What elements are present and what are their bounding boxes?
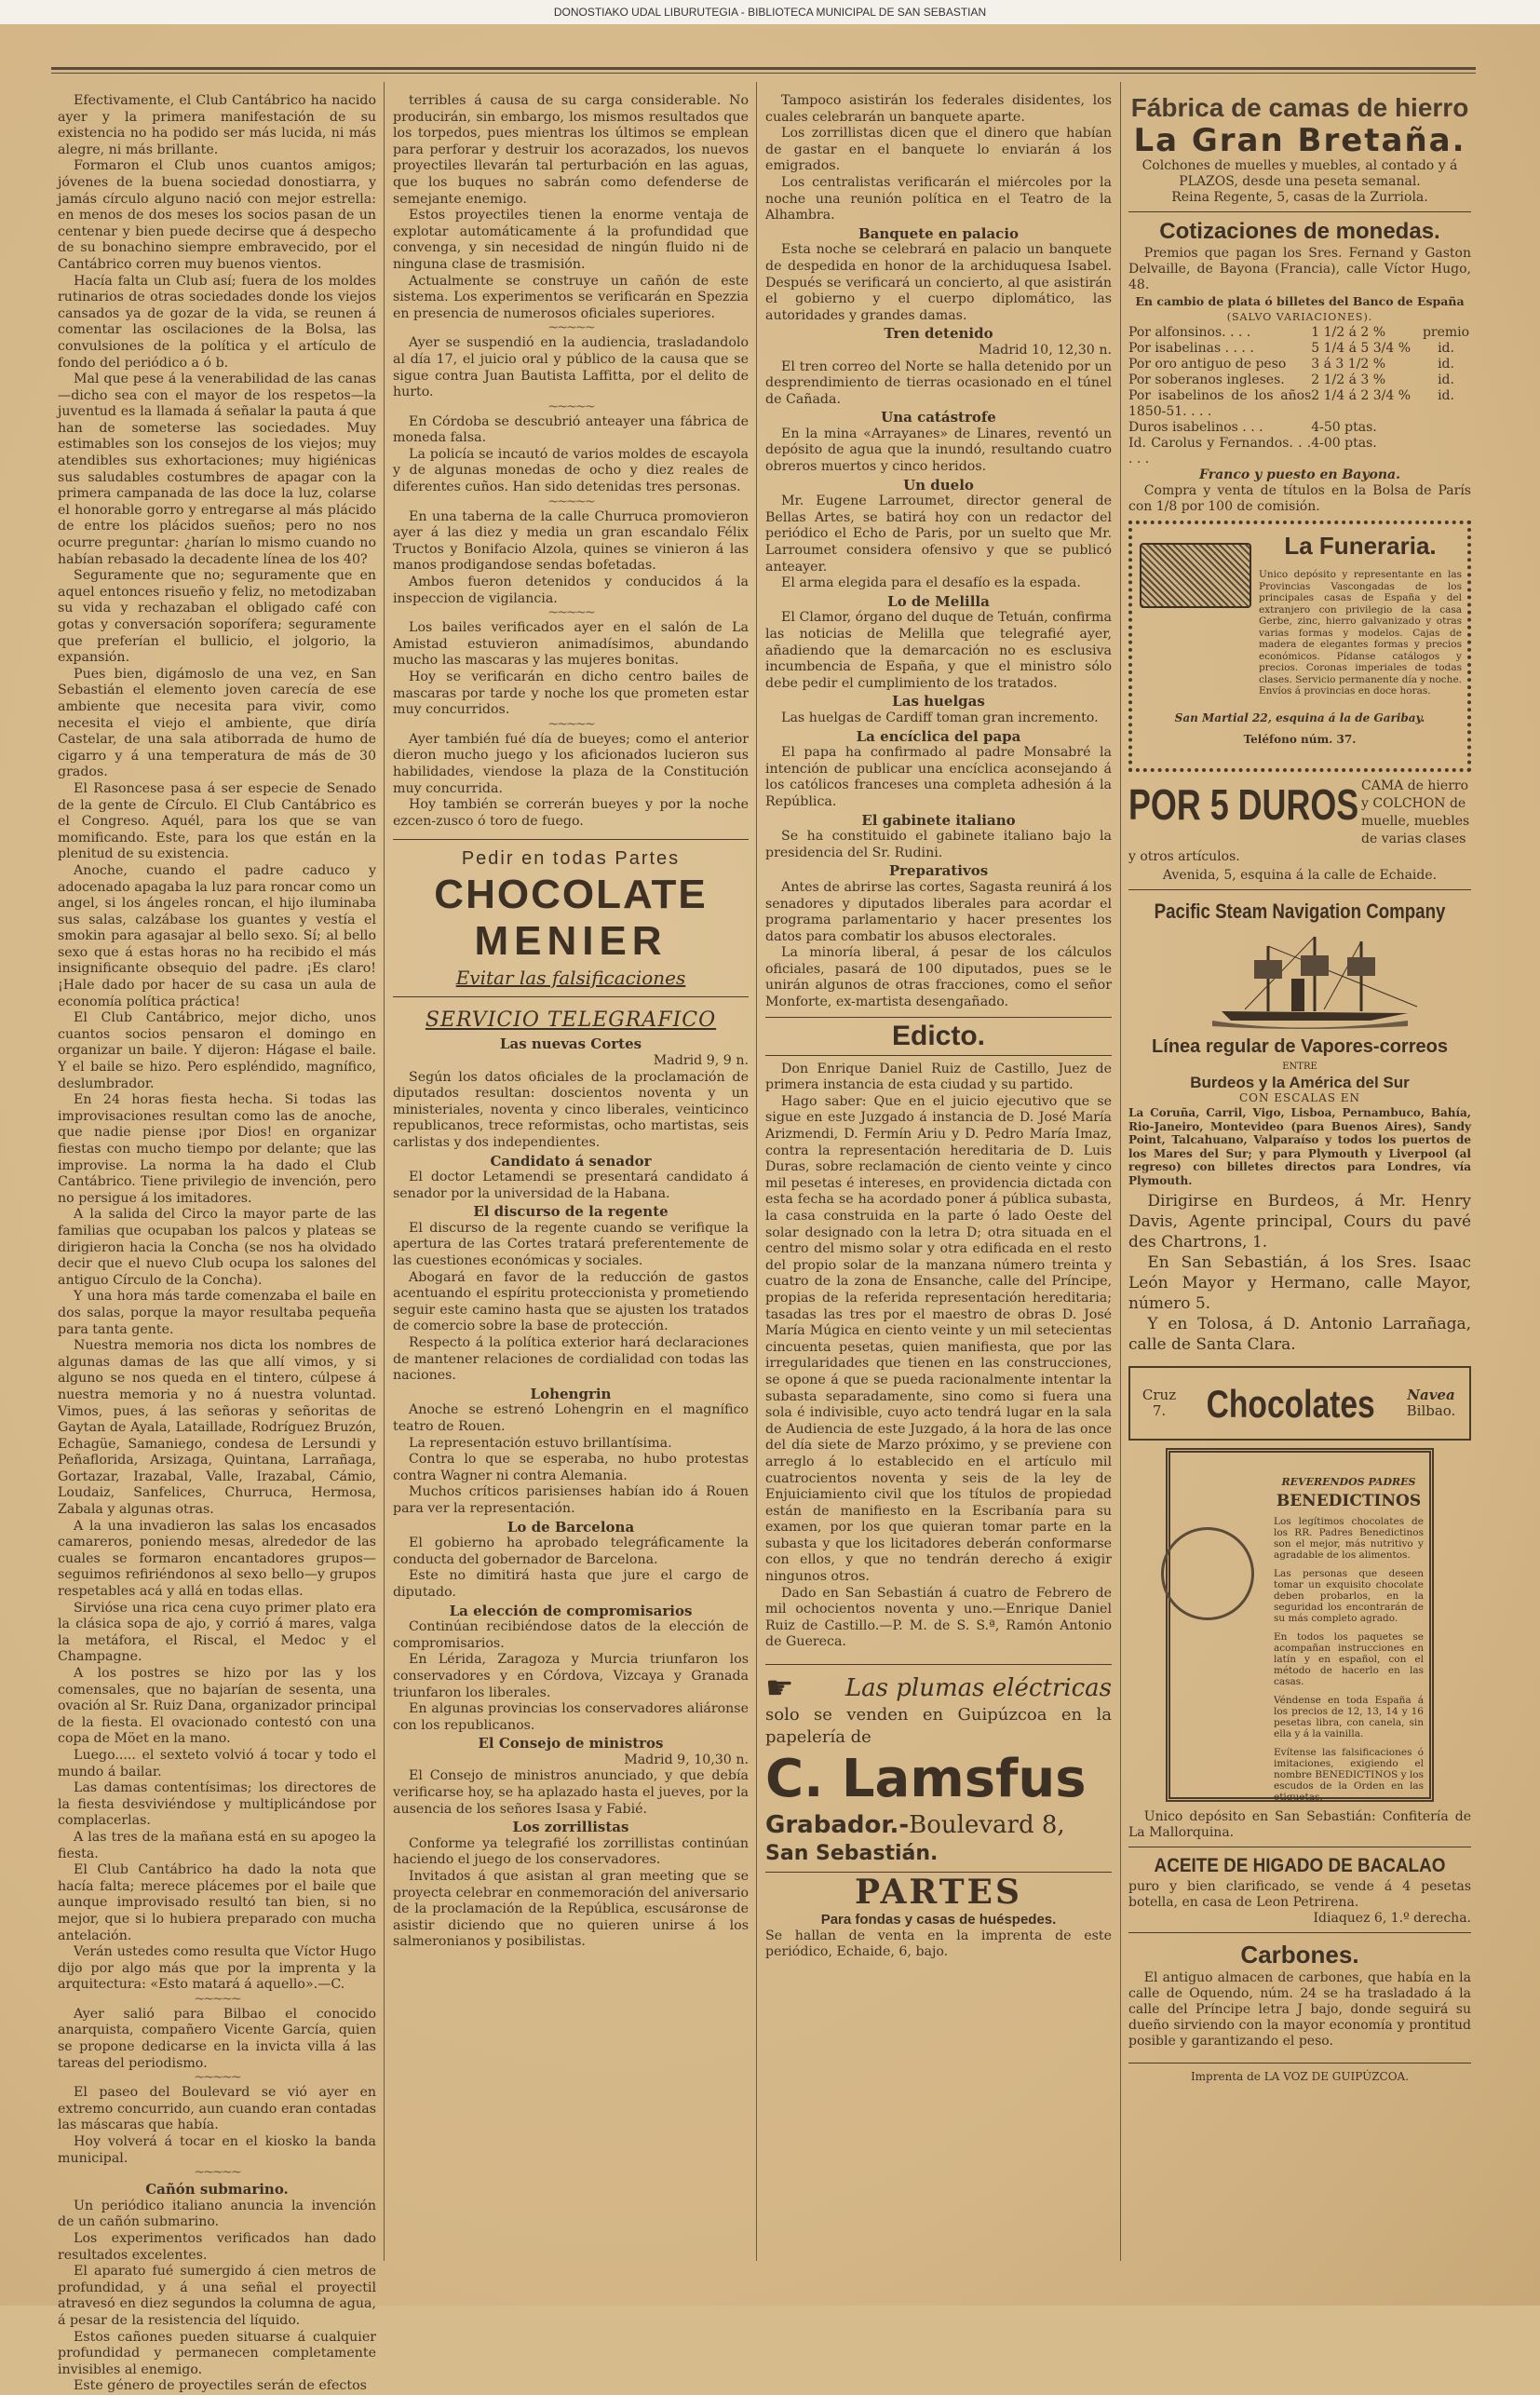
ad-title: ACEITE DE HIGADO DE BACALAO (1154, 1855, 1446, 1876)
article-paragraph: Este no dimitirá hasta que jure el cargo de diputado. (393, 1568, 749, 1600)
ad-camas (1128, 93, 1471, 206)
ad-text: En todos los paquetes se acompañan instrucciones en latín y en español, con el método de hacerlo en las casas. (1274, 1631, 1424, 1687)
article-paragraph: El Clamor, órgano del duque de Tetuán, confirma las noticias de Melilla que telegrafié ayer, añadiendo que la demarcación no es esclusiva incumbencia de España, y que el ministro sólo debe pedir el cumplimiento de los tratados. (765, 610, 1112, 691)
article-paragraph: En algunas provincias los conservadores aliáronse con los republicanos. (393, 1701, 749, 1733)
article-paragraph: Efectivamente, el Club Cantábrico ha nacido ayer y la primera manifestación de su existencia no ha podido ser más lucida, ni más alegre, ni más brillante. (58, 93, 376, 157)
section-heading: Una catástrofe (881, 409, 996, 426)
ad-text: Las personas que deseen tomar un exquisito chocolate deben probarlos, en la seguridad los encontrarán de su más completo agrado. (1274, 1568, 1424, 1624)
article-paragraph: Anoche, cuando el padre caduco y adocenado apagaba la luz para roncar como un angel, si los ángeles roncan, el hijo iluminaba sus salas, calzábase los guantes y vestía el smokin para agasajar al bello sexo. Sí; al bello sexo que á estas horas no ha recibido el más insignificante obsequio del padre. ¡Es claro! ¡Hale dado por hacer de su casa un aula de economía política práctica! (58, 862, 376, 1009)
article-paragraph: El tren correo del Norte se halla detenido por un desprendimiento de tierras ocasionado en el túnel de Cañada. (765, 359, 1112, 407)
article-paragraph: Hacía falta un Club así; fuera de los moldes rutinarios de otras sociedades donde los viejos cansados ya de gozar de la vida, se reunen á comentar las oscilaciones de la Bolsa, las convulsiones de la política y el artículo de fondo del periódico a ó b. (58, 273, 376, 371)
rate-unit: id. (1438, 341, 1454, 356)
ad-lamsfus (765, 1664, 1112, 1961)
article-paragraph: Hoy volverá á tocar en el kiosko la banda municipal. (58, 2134, 376, 2166)
header-rule (51, 67, 1476, 74)
ad-title: Carbones. (1240, 1941, 1359, 1969)
section-heading: Lo de Barcelona (507, 1518, 635, 1536)
article-paragraph: El arma elegida para el desafío es la espada. (781, 575, 1081, 591)
column-divider (1120, 82, 1121, 2261)
ad-text: Boulevard 8, (909, 1811, 1065, 1840)
ornament-divider: ~~~~~ (547, 320, 594, 336)
section-heading: Un duelo (903, 476, 974, 494)
rate-unit: premio (1422, 325, 1470, 340)
ad-address: Idiaquez 6, 1.º derecha. (1313, 1911, 1471, 1926)
rate-value: 2 1/4 á 2 3/4 % (1311, 388, 1412, 403)
column-4-ads (1128, 93, 1471, 2253)
article-paragraph: El Consejo de ministros anunciado, y que debía verificarse hoy, se ha aplazado hasta el jueves, por la ausencia de los señores Isasa y Fabié. (393, 1768, 749, 1817)
ad-title: BENEDICTINOS (1276, 1492, 1422, 1510)
article-paragraph: Muchos críticos parisienses habían ido á Rouen para ver la representación. (393, 1484, 749, 1516)
ornament-divider: ~~~~~ (547, 494, 594, 509)
ad-funeraria (1128, 521, 1471, 772)
ad-text: Véndense en toda España á los precios de 12, 13, 14 y 16 pesetas libra, con canela, sin ella y á la vainilla. (1274, 1695, 1424, 1739)
ad-address (765, 1810, 1112, 1840)
article-paragraph: Pues bien, digámoslo de una vez, en San Sebastián el elemento joven carecía de ese ambiente que necesita para vivir, como necesita el viejo el ambiente, que diría Castelar, de una sala atiborrada de humo de cigarro y á una temperatura de más de 30 grados. (58, 666, 376, 780)
article-paragraph: El Rasoncese pasa á ser especie de Senado de la gente de Círculo. El Club Cantábrico es el Congreso. Aquél, para los que se van momificando. Este, para los que están en la plenitud de su existencia. (58, 780, 376, 862)
edicto-heading: Edicto. (765, 1017, 1112, 1056)
article-paragraph: En 24 horas fiesta hecha. Si todas las improvisaciones resultan como las de anoche, que nadie piense ¡por Dios! en organizar fiestas con mucho tiempo por delante; que las improvise. La norma la ha dado el Club Cantábrico. Tiene privilegio de invención, pero no persigue á los imitadores. (58, 1092, 376, 1206)
ad-text: Se hallan de venta en la imprenta de este periódico, Echaide, 6, bajo. (765, 1928, 1112, 1960)
ad-text: Línea regular de Vapores-correos (1152, 1036, 1448, 1057)
rate-unit: id. (1438, 372, 1454, 387)
rate-row (1128, 372, 1471, 388)
article-paragraph: Respecto á la política exterior hará declaraciones de mantener relaciones de cordialidad con todas las naciones. (393, 1335, 749, 1384)
ad-text: ENTRE (1282, 1062, 1317, 1072)
ad-title: Pacific Steam Navigation Company (1154, 900, 1446, 923)
rate-row (1128, 436, 1471, 467)
rate-unit (1421, 436, 1471, 467)
article-paragraph: Abogará en favor de la reducción de gastos acentuando el espíritu proteccionista y prometiendo seguir este camino hasta que se ajusten los tratados de comercio sobre la base de protección. (393, 1269, 749, 1334)
ad-title: Las plumas eléctricas (844, 1674, 1112, 1703)
article-paragraph: El papa ha confirmado al padre Monsabré la intención de publicar una encíclica aconsejando á los católicos franceses una completa adhesión á la República. (765, 745, 1112, 809)
dateline: Madrid 10, 12,30 n. (979, 342, 1112, 358)
article-paragraph: El doctor Letamendi se presentará candidato á senador por la universidad de la Habana. (393, 1170, 749, 1201)
article-paragraph: Verán ustedes como resulta que Víctor Hugo dijo por algo más que por la imprenta y la arquitectura: «Esto matará á aquello».—C. (58, 1944, 376, 1993)
ad-title: Cotizaciones de monedas. (1159, 219, 1440, 244)
ad-text: Cruz 7. (1141, 1387, 1177, 1419)
coffin-illustration-icon (1140, 543, 1251, 608)
section-heading: Los zorrillistas (512, 1819, 629, 1836)
article-paragraph: Estos proyectiles tienen la enorme ventaja de explotar automáticamente á la profundidad que convenga, y sin necesidad de ningún fluido ni de ninguna clase de trasmisión. (393, 208, 749, 272)
printer-credit: Imprenta de LA VOZ DE GUIPÚZCOA. (1190, 2070, 1410, 2083)
section-heading: La elección de compromisarios (449, 1602, 693, 1619)
ad-chocolates (1128, 1366, 1471, 1441)
section-heading: Las huelgas (892, 693, 985, 710)
article-paragraph: Las huelgas de Cardiff toman gran incremento. (781, 710, 1099, 725)
ornament-divider: ~~~~~ (194, 2070, 240, 2086)
rate-unit (1421, 420, 1471, 436)
rate-label: Por oro antiguo de peso (1128, 357, 1287, 372)
rate-label: Por isabelinas . . . . (1128, 341, 1254, 356)
article-paragraph: Estos cañones pueden situarse á cualquier profundidad y permanecen completamente invisibles al enemigo. (58, 2329, 376, 2377)
article-paragraph: Contra lo que se esperaba, no hubo protestas contra Wagner ni contra Alemania. (393, 1452, 749, 1483)
ad-title: Chocolates (1206, 1381, 1375, 1426)
article-paragraph: Hago saber: Que en el juicio ejecutivo que se sigue en este Juzgado á instancia de D. José María Arizmendi, D. Fermín Ariu y D. Pedro María Imaz, contra la representación hereditaria de D. Luis Duras, sobre reclamación de ciento veinte y cinco mil pesetas é intereses, en providencia dictada con esta fecha se ha acordado poner á pública subasta, la casa construida en la parte ó lado Oeste del solar designado con la letra D; otra situada en el centro del mismo solar y otra edificada en el resto del propio solar de la manzana número treinta y cuatro de la zona de Ensanche, calle del Príncipe, propias de la referida representación hereditaria; tasadas las tres por el maestro de obras D. José María Múgica en ciento veinte y un mil setecientas cincuenta pesetas, quien manifiesta, que por las irregularidades que tienen en las construcciones, se opone á que se pueda racionalmente intentar la subasta separadamente, sino como si fuera una sola é indivisible, cuyo acto tendrá lugar en la sala de Audiencia de este Juzgado, á la hora de las once del día siete de Marzo próximo, y se previene con arreglo á lo establecido en el artículo mil cuatrocientos noventa y seis de la ley de Enjuiciamiento civil que los títulos de propiedad están de manifiesto en la Escribanía para su examen, por los que quieran tomar parte en la subasta y que los licitadores deberán conformarse con ellos, y que no tendrán derecho á exigir ningunos otros. (765, 1093, 1112, 1585)
dateline: Madrid 9, 10,30 n. (624, 1752, 749, 1767)
ad-text: El antiguo almacen de carbones, que había en la calle de Oquendo, núm. 24 se ha trasladado á la calle del Príncipe letra J bajo, donde seguirá su dueño sirviendo con la mayor economía y prontitud posible y garantizando el peso. (1128, 1970, 1471, 2049)
article-paragraph: Seguramente que no; seguramente que en aquel entonces risueño y feliz, no metodizaban su vida y rechazaban el obligado café con gotas y conversación soporífera; seguramente que preferían el bullicio, el jolgorio, la expansión. (58, 568, 376, 666)
article-paragraph: El gobierno ha aprobado telegráficamente la conducta del gobernador de Barcelona. (393, 1536, 749, 1567)
article-paragraph: Los zorrillistas dicen que el dinero que habían de gastar en el banquete lo enviarán á los emigrados. (765, 126, 1112, 174)
ornament-divider: ~~~~~ (547, 716, 594, 732)
section-heading: Las nuevas Cortes (499, 1035, 642, 1053)
pointing-hand-icon: ☛ (765, 1670, 794, 1708)
article-paragraph: Esta noche se celebrará en palacio un banquete de despedida en honor de la archiduquesa Isabel. Después se verificará un concierto, al que asistirán el gobierno y el cuerpo diplomático, las autoridades y grandes damas. (765, 242, 1112, 323)
article-paragraph: A la una invadieron las salas los encasados camareros, poniendo mesas, alrededor de las cuales se formaron encantadores grupos—seguimos refiriéndonos al sexo bello—y grupos respetables acá y allá en todas ellas. (58, 1518, 376, 1600)
dateline: Madrid 9, 9 n. (653, 1052, 749, 1068)
ad-text: (SALVO VARIACIONES). (1226, 311, 1373, 323)
ad-text: Franco y puesto en Bayona. (1199, 467, 1400, 482)
article-paragraph: La minoría liberal, á pesar de los cálculos oficiales, pasará de 100 diputados, pues se le unirán algunos de otras fracciones, como el señor Monforte, ex-martista desengañado. (765, 945, 1112, 1010)
ad-title: POR 5 DUROS (1128, 780, 1359, 829)
ornament-divider: ~~~~~ (194, 2165, 240, 2181)
article-paragraph: Luego..... el sexteto volvió á tocar y todo el mundo á bailar. (58, 1747, 376, 1779)
section-heading: Cañón submarino. (145, 2181, 289, 2199)
ad-menier (393, 839, 749, 997)
section-heading: El discurso de la regente (473, 1203, 669, 1221)
column-3 (765, 93, 1112, 2253)
article-paragraph: Los experimentos verificados han dado resultados excelentes. (58, 2231, 376, 2263)
ad-title: Fábrica de camas de hierro (1130, 93, 1469, 122)
ad-duros (1128, 778, 1471, 884)
article-paragraph: Mal que pese á la venerabilidad de las canas —dicho sea con el mayor de los respetos—la juventud es la llamada á señalar la pauta á que han de someterse las sociedades. Muy estimables son los consejos de los viejos; muy atendibles sus exhortaciones; muy higiénicas sus saludables costumbres de apagar con la primera campanada de las doce la luz, colarse el honorable gorro y entregarse al más plácido de entre los plácidos sueños; pero no nos ocurre preguntar: ¿harían lo mismo cuando no habían rebasado la decadente línea de los 40? (58, 372, 376, 567)
ad-text: Y en Tolosa, á D. Antonio Larrañaga, calle de Santa Clara. (1128, 1315, 1471, 1354)
rate-label: Por soberanos ingleses. (1128, 372, 1285, 387)
ad-text: Dirigirse en Burdeos, á Mr. Henry Davis, Agente principal, Cours du pavé des Chartrons, 1. (1128, 1192, 1471, 1252)
article-paragraph: A la salida del Circo la mayor parte de las familias que ocupaban los palcos y plateas se dirigieron hacia la Concha (se nos ha olvidado decir que el nuevo Club ocupa los salones del antiguo Círculo de la Concha). (58, 1207, 376, 1288)
rate-value: 1 1/2 á 2 % (1311, 325, 1386, 340)
article-paragraph: Continúan recibiéndose datos de la elección de compromisarios. (393, 1619, 749, 1651)
article-paragraph: Ayer salió para Bilbao el conocido anarquista, compañero Vicente García, quien se propone dedicarse en la invicta villa á las tareas del periodismo. (58, 2006, 376, 2071)
ad-text: puro y bien clarificado, se vende á 4 pesetas botella, en casa de Leon Petrirena. (1128, 1879, 1471, 1910)
ad-text: CAMA de hierro y COLCHON de muelle, muebles de varias clases y otros artículos. (1128, 778, 1470, 864)
rate-label: Por alfonsinos. . . . (1128, 325, 1251, 340)
article-paragraph: Anoche se estrenó Lohengrin en el magnífico teatro de Rouen. (393, 1402, 749, 1434)
column-1 (58, 93, 376, 2394)
section-heading: El gabinete italiano (861, 811, 1016, 829)
ad-text: solo se venden en Guipúzcoa en la papelería de (765, 1705, 1112, 1748)
section-heading: Preparativos (888, 862, 989, 880)
ad-text: CON ESCALAS EN (1238, 1091, 1361, 1104)
column-divider (756, 82, 757, 2261)
ad-text: Pedir en todas Partes (461, 848, 681, 870)
ad-text: Los legítimos chocolates de los RR. Padres Benedictinos son el mejor, más nutritivo y agradable de los alimentos. (1274, 1516, 1424, 1561)
ad-text: Compra y venta de títulos en la Bolsa de París con 1/8 por 100 de comisión. (1128, 483, 1471, 514)
article-paragraph: El discurso de la regente cuando se verifique la apertura de las Cortes tratará preferentemente de las cuestiones económicas y sociales. (393, 1220, 749, 1269)
ornament-divider: ~~~~~ (194, 1991, 240, 2007)
section-heading: Tren detenido (884, 325, 993, 343)
ad-text: Burdeos y la América del Sur (1190, 1074, 1410, 1091)
article-paragraph: En una taberna de la calle Churruca promovieron ayer á las diez y media un gran escandalo Félix Tructos y Bonifacio Alzola, quines se vinieron á las manos prodigandose sendas bofetadas. (393, 508, 749, 574)
article-paragraph: Según los datos oficiales de la proclamación de diputados resultan: doscientos noventa y un ministeriales, noventa y cinco liberales, veinticinco republicanos, trece reformistas, ocho martistas, seis carlistas y dos independientes. (393, 1069, 749, 1150)
article-paragraph: Ayer se suspendió en la audiencia, trasladandolo al día 17, el juicio oral y público de la causa que se sigue contra Juan Bautista Laffitta, por el delito de hurto. (393, 335, 749, 400)
rate-row (1128, 420, 1471, 436)
article-paragraph: La policía se incautó de varios moldes de escayola y de algunas monedas de ocho y diez reales de diferentes cuños. Han sido detenidas tres personas. (393, 446, 749, 495)
column-2 (393, 93, 749, 2253)
ad-text: Unico depósito en San Sebastián: Confitería de La Mallorquina. (1128, 1809, 1471, 1840)
article-paragraph: El paseo del Boulevard se vió ayer en extremo concurrido, aun cuando eran contadas las máscaras que había. (58, 2085, 376, 2133)
rate-value: 4-50 ptas. (1311, 420, 1377, 435)
article-paragraph: Nuestra memoria nos dicta los nombres de algunas damas de las que allí vimos, y si alguno se nos queda en el tintero, cúlpese á nuestra memoria y no á nuestra voluntad. Vimos, pues, á las señoras y señoritas de Gaytan de Ayala, Lataillade, Rodríguez Bruzón, Echagüe, Samaniego, condesa de Lersundi y Peñaflorida, Arsizaga, Quintana, Larrañaga, Gortazar, Irazabal, Valle, Irazabal, Cámio, Loudaiz, Sanfelices, Churruca, Hermosa, Zabala y algunas otras. (58, 1338, 376, 1518)
rate-value: 2 1/2 á 3 % (1311, 372, 1386, 387)
article-paragraph: Formaron el Club unos cuantos amigos; jóvenes de la buena sociedad donostiarra, y jamás círculo alguno nació con mejor estrella: en menos de dos meses los socios pasan de un centenar y bien puede decirse que á despecho de su bonachino siempre embravecido, por el Cantábrico corren muy buenos vientos. (58, 158, 376, 272)
article-paragraph: En Lérida, Zaragoza y Murcia triunfaron los conservadores y en Córdova, Vizcaya y Granada triunfaron los liberales. (393, 1652, 749, 1700)
ad-text: Evítense las falsificaciones ó imitaciones, exigiendo el nombre BENEDICTINOS y los escudos de la Orden en las etiquetas. (1274, 1747, 1424, 1803)
article-paragraph: A las tres de la mañana está en su apogeo la fiesta. (58, 1829, 376, 1861)
rate-unit: id. (1438, 357, 1454, 372)
ad-cotizaciones (1128, 218, 1471, 515)
article-paragraph: Hoy se verificarán en dicho centro bailes de mascaras por tarde y noche los que prometen estar muy concurridos. (393, 670, 749, 718)
ad-text: San Sebastián. (765, 1840, 1112, 1873)
ad-title: CHOCOLATE (434, 872, 708, 918)
ad-text: En San Sebastián, á los Sres. Isaac León Mayor y Hermano, calle Mayor, número 5. (1128, 1253, 1471, 1313)
ad-text: Bilbao. (1406, 1402, 1456, 1419)
ad-text: Para fondas y casas de huéspedes. (820, 1912, 1057, 1928)
ad-pacific (1128, 896, 1471, 1355)
article-paragraph: Se ha constituido el gabinete italiano bajo la presidencia del Sr. Rudini. (765, 829, 1112, 860)
article-paragraph: Mr. Eugene Larroumet, director general de Bellas Artes, se batirá hoy con un redactor del periódico el Echo de Paris, por un suelto que Mr. Larroumet considera ofensivo y que se publicó anteayer. (765, 494, 1112, 575)
ad-text: Navea (1407, 1387, 1455, 1403)
ad-title: La Funeraria. (1284, 532, 1437, 560)
article-paragraph: Ayer también fué día de bueyes; como el anterior dieron mucho juego y los aficionados lucieron sus habilidades, viendose la plaza de la Constitución muy concurrida. (393, 731, 749, 796)
article-paragraph: Los centralistas verificarán el miércoles por la noche una reunión política en el Teatro de la Alhambra. (765, 174, 1112, 223)
article-paragraph: El Club Cantábrico, mejor dicho, unos cuantos socios pensaron el domingo en organizar un baile. Y dijeron: Hágase el baile. Y el baile se hizo. Pero espléndido, magnífico, deslumbrador. (58, 1010, 376, 1091)
article-paragraph: Don Enrique Daniel Ruiz de Castillo, Juez de primera instancia de esta ciudad y su partido. (765, 1061, 1112, 1093)
section-heading: El Consejo de ministros (478, 1735, 664, 1752)
article-paragraph: El aparato fué sumergido á cien metros de profundidad, y á una señal el proyectil atravesó en diez segundos la columna de agua, á pesar de la resistencia del líquido. (58, 2264, 376, 2328)
ad-title-row (765, 1670, 1112, 1708)
ornament-divider: ~~~~~ (547, 399, 594, 414)
ad-address: Reina Regente, 5, casas de la Zurriola. (1171, 190, 1428, 205)
section-heading: La encíclica del papa (856, 727, 1021, 745)
article-paragraph: La representación estuvo brillantísima. (409, 1435, 672, 1451)
article-paragraph: El Club Cantábrico ha dado la nota que hacía falta; merece plácemes por el baile que aunque improvisado resultó tan bien, si no mejor, que si lo hubiera preparado con mucha antelación. (58, 1862, 376, 1943)
ad-benedictinos (1166, 1448, 1434, 1802)
ad-text: REVERENDOS PADRES (1281, 1476, 1416, 1488)
rate-value: 3 á 3 1/2 % (1311, 357, 1386, 372)
ad-title: PARTES (855, 1873, 1022, 1913)
ad-name: C. Lamsfus (765, 1749, 1087, 1810)
rate-value: 4-00 ptas. (1311, 436, 1377, 451)
article-paragraph: Sirvióse una rica cena cuyo primer plato era la clásica sopa de ajo, y corrió á mares, valga la metáfora, el Riscal, el Medoc y el Champagne. (58, 1600, 376, 1665)
article-paragraph: Tampoco asistirán los federales disidentes, los cuales celebrarán un banquete aparte. (765, 93, 1112, 125)
article-paragraph: A los postres se hizo por las y los comensales, que no bajarían de sesenta, una ovación al Sr. Ruiz Dana, organizador principal de la fiesta. El ovacionado contestó con una copa de Möet en la mano. (58, 1666, 376, 1747)
ad-address: San Martial 22, esquina á la de Garibay. (1174, 710, 1425, 724)
article-paragraph: En Córdoba se descubrió anteayer una fábrica de moneda falsa. (393, 413, 749, 446)
section-heading: SERVICIO TELEGRAFICO (425, 1008, 717, 1033)
article-paragraph: Invitados á que asistan al gran meeting que se proyecta celebrar en conmemoración del aniversario de la proclamación de la República, escusáronse de asistir diciendo que no quieren unirse á los salmeronianos y posibilistas. (393, 1869, 749, 1950)
article-paragraph: Actualmente se construye un cañón de este sistema. Los experimentos se verificarán en Spezzia en presencia de numerosos oficiales superiores. (393, 273, 749, 321)
rate-unit: id. (1438, 388, 1454, 403)
rate-row (1128, 388, 1471, 420)
article-paragraph: Hoy también se correrán bueyes y por la noche ezcen-zusco ó toro de fuego. (393, 797, 749, 829)
section-heading: Lohengrin (530, 1385, 612, 1402)
rate-label: Duros isabelinos . . . (1128, 420, 1263, 435)
ad-text: Unico depósito y representante en las Provincias Vascongadas de los principales casas de España y del extranjero con privilegio de la casa Gerbe, zinc, hierro galvanizado y otras varias formas y modelos. Cajas de madera de elegantes formas y precios económicos. Pídanse catálogos y precios. Coronas imperiales de todas clases. Servicio permanente día y noche. Envíos á provincias en doce horas. (1259, 569, 1462, 697)
rate-label: Por isabelinos de los años 1850-51. . . . (1128, 388, 1312, 419)
ornament-divider: ~~~~~ (547, 605, 594, 621)
ad-title: MENIER (474, 918, 668, 965)
rate-row (1128, 341, 1471, 357)
article-paragraph: Las damas contentísimas; los directores de la fiesta desviviéndose y multiplicándose por complacerlas. (58, 1780, 376, 1829)
section-heading: Banquete en palacio (858, 224, 1020, 242)
rates-table (1128, 325, 1471, 467)
ad-text: La Coruña, Carril, Vigo, Lisboa, Pernambuco, Bahía, Rio-Janeiro, Montevideo (para Buenos Aires), Sandy Point, Talcahuano, Valparaíso y todos los puertos de los Mares del Sur; y para Plymouth y Liverpool (al regreso) con billetes directos para Londres, vía Plymouth. (1128, 1106, 1471, 1187)
ad-phone: Teléfono núm. 37. (1243, 732, 1357, 746)
ad-text: Evitar las falsificaciones (455, 967, 686, 990)
ad-text: Premios que pagan los Sres. Fernand y Gaston Delvaille, de Bayona (Francia), calle Víctor Hugo, 48. (1128, 246, 1471, 292)
article-paragraph: Este género de proyectiles serán de efectos (74, 2378, 367, 2394)
rate-row (1128, 357, 1471, 372)
article-paragraph: En la mina «Arrayanes» de Linares, reventó un depósito de agua que la inundó, resultando cuatro obreros muertos y cinco heridos. (765, 426, 1112, 475)
article-paragraph: Conforme ya telegrafié los zorrillistas continúan haciendo el juego de los conservadores. (393, 1835, 749, 1868)
article-paragraph: Dado en San Sebastián á cuatro de Febrero de mil ochocientos noventa y uno.—Enrique Daniel Ruiz de Castillo.—P. M. de S. S.ª, Ramón Antonio de Guereca. (765, 1585, 1112, 1650)
ad-text: Colchones de muelles y muebles, al contado y á PLAZOS, desde una peseta semanal. (1141, 158, 1458, 189)
article-paragraph: Ambos fueron detenidos y conducidos á la inspeccion de vigilancia. (393, 575, 749, 606)
ad-text: Grabador.- (765, 1811, 910, 1840)
ad-address: Avenida, 5, esquina á la calle de Echaide. (1162, 868, 1438, 883)
article-paragraph: terribles á causa de su carga considerable. No producirán, sin embargo, los mismos resultados que los torpedos, pues mientras los últimos se emplean para perforar y destruir los acorazados, los nuevos proyectiles llevarán tal perturbación en las aguas, que los buques no sabrán como defenderse de semejante enemigo. (393, 93, 749, 207)
rate-value: 5 1/4 á 5 3/4 % (1311, 341, 1412, 356)
library-banner: DONOSTIAKO UDAL LIBURUTEGIA - BIBLIOTECA MUNICIPAL DE SAN SEBASTIAN (0, 0, 1540, 24)
monogram-emblem-icon (1161, 1527, 1254, 1620)
section-heading: Lo de Melilla (887, 592, 990, 610)
ad-name: La Gran Bretaña. (1133, 122, 1466, 159)
ad-text: En cambio de plata ó billetes del Banco de España (1135, 294, 1465, 308)
rate-row (1128, 325, 1471, 341)
article-paragraph: Los bailes verificados ayer en el salón de La Amistad estuvieron animadísimos, abundando mucho las mascaras y las mujeres bonitas. (393, 620, 749, 669)
column-divider (384, 82, 385, 2261)
steamship-icon (1128, 927, 1471, 1030)
article-paragraph: Un periódico italiano anuncia la invención de un cañón submarino. (58, 2198, 376, 2230)
section-heading: Candidato á senador (490, 1152, 652, 1170)
article-paragraph: Y una hora más tarde comenzaba el baile en dos salas, porque la mayor resultaba pequeña para tanta gente. (58, 1289, 376, 1337)
article-paragraph: Antes de abrirse las cortes, Sagasta reunirá á los senadores y diputados liberales para acordar el programa parlamentario y hacer presentes los datos para combatir los abusos electorales. (765, 879, 1112, 944)
rate-label: Id. Carolus y Fernandos. . . . . . (1128, 436, 1312, 467)
